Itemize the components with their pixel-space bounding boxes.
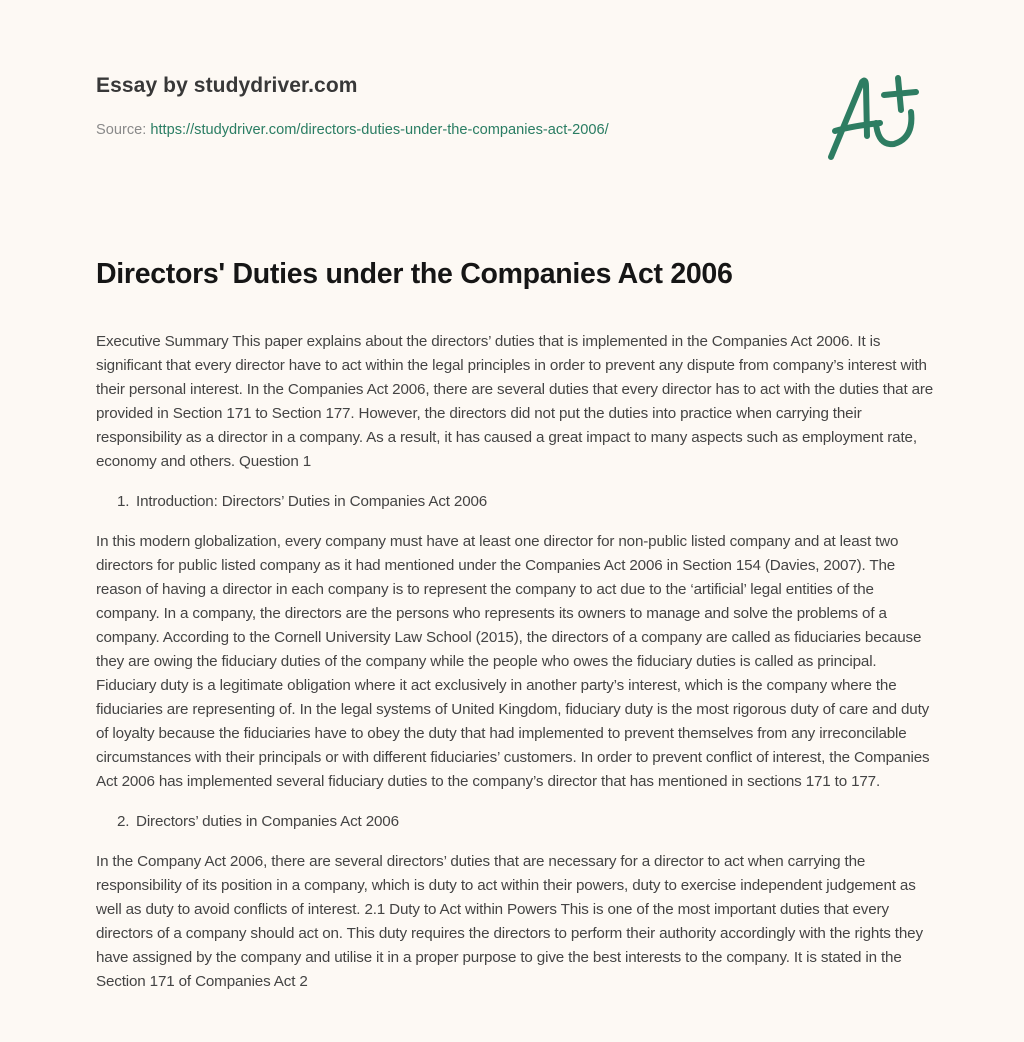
list-item-text: Introduction: Directors’ Duties in Companies Act 2006	[136, 493, 488, 510]
list-item-text: Directors’ duties in Companies Act 2006	[136, 813, 399, 830]
a-plus-grade-icon	[822, 68, 932, 164]
paragraph-directors-duties: In the Company Act 2006, there are several directors’ duties that are necessary for a director to act when carrying the responsibility of its position in a company, which is duty to act within their powers, duty to exercise independent judgement as well as duty to avoid conflicts of interest. 2.1 Duty to Act within Powers This is one of the most important duties that every directors of a company should act on. This duty requires the directors to perform their authority accordingly with the rights they have assigned by the company and utilise it in a proper purpose to give the best interests to the company. It is stated in the Section 171 of Companies Act 2	[96, 853, 923, 990]
article	[96, 252, 936, 1010]
list-number: 1.	[117, 493, 130, 510]
list-item-directors-duties	[96, 810, 936, 834]
article-title: Directors' Duties under the Companies Act 2006	[96, 258, 733, 290]
source-link[interactable]: https://studydriver.com/directors-duties-under-the-companies-act-2006/	[150, 122, 609, 138]
page-header	[96, 74, 926, 138]
list-number: 2.	[117, 813, 130, 830]
paragraph-introduction: In this modern globalization, every company must have at least one director for non-public listed company and at least two directors for public listed company as it had mentioned under the Companies Act 2006 in Section 154 (Davies, 2007). The reason of having a director in each company is to represent the company to act due to the ‘artificial’ legal entities of the company. In a company, the directors are the persons who represents its owners to manage and solve the problems of a company. According to the Cornell University Law School (2015), the directors of a company are called as fiduciaries because they are owing the fiduciary duties of the company while the people who owes the fiduciary duties is called as principal. Fiduciary duty is a legitimate obligation where it act exclusively in another party’s interest, which is the company where the fiduciaries are representing of. In the legal systems of United Kingdom, fiduciary duty is the most rigorous duty of care and duty of loyalty because the fiduciaries have to obey the duty that had implemented to prevent themselves from any irreconcilable circumstances with their principals or with different fiduciaries’ customers. In order to prevent conflict of interest, the Companies Act 2006 has implemented several fiduciary duties to the company’s director that has mentioned in sections 171 to 177.	[96, 533, 930, 790]
list-item-introduction	[96, 490, 936, 514]
paragraph-executive-summary: Executive Summary This paper explains about the directors’ duties that is implemented in the Companies Act 2006. It is significant that every director have to act within the legal principles in order to prevent any dispute from company’s interest with their personal interest. In the Companies Act 2006, there are several duties that every director has to act with the duties that are provided in Section 171 to Section 177. However, the directors did not put the duties into practice when carrying their responsibility as a director in a company. As a result, it has caused a great impact to many aspects such as employment rate, economy and others. Question 1	[96, 333, 934, 470]
source-label: Source:	[96, 122, 151, 138]
source-line	[96, 122, 926, 138]
brand-title: Essay by studydriver.com	[96, 74, 358, 97]
